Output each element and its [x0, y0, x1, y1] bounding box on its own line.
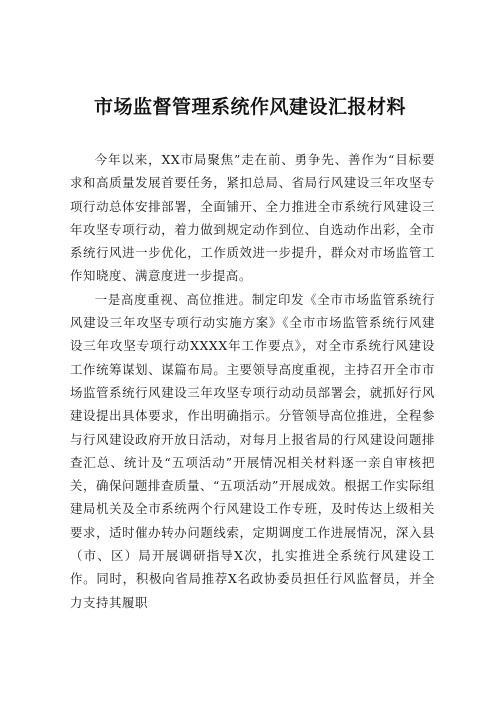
document-body	[70, 148, 435, 614]
document-title: 市场监督管理系统作风建设汇报材料	[93, 96, 406, 118]
paragraph-intro: 今年以来，XX市局聚焦”走在前、勇争先、善作为“目标要求和高质量发展首要任务，紧扣总局、省局行风建设三年攻坚专项行动总体安排部署，全面铺开、全力推进全市系统行风建设三年攻坚专项行动，着力做到规定动作到位、自选动作出彩，全市系统行风进一步优化，工作质效进一步提升，群众对市场监管工作知晓度、满意度进一步提高。	[70, 152, 435, 284]
paragraph-section-1: 一是高度重视、高位推进。制定印发《全市市场监管系统行风建设三年攻坚专项行动实施方案》《全市市场监管系统行风建设三年攻坚专项行动XXXX年工作要点》，对全市系统行风建设工作统筹谋划、谋篇布局。主要领导高度重视，主持召开全市市场监管系统行风建设三年攻坚专项行动动员部署会，就抓好行风建设提出具体要求，作出明确指示。分管领导高位推进，全程参与行风建设政府开放日活动，对每月上报省局的行风建设问题排查汇总、统计及“五项活动”开展情况相关材料逐一亲自审核把关，确保问题排查质量、“五项活动”开展成效。根据工作实际组建局机关及全市系统两个行风建设工作专班，及时传达上级相关要求，适时催办转办问题线索，定期调度工作进展情况，深入县（市、区）局开展调研指导X次，扎实推进全系统行风建设工作。同时，积极向省局推荐X名政协委员担任行风监督员，并全力支持其履职	[70, 291, 435, 610]
